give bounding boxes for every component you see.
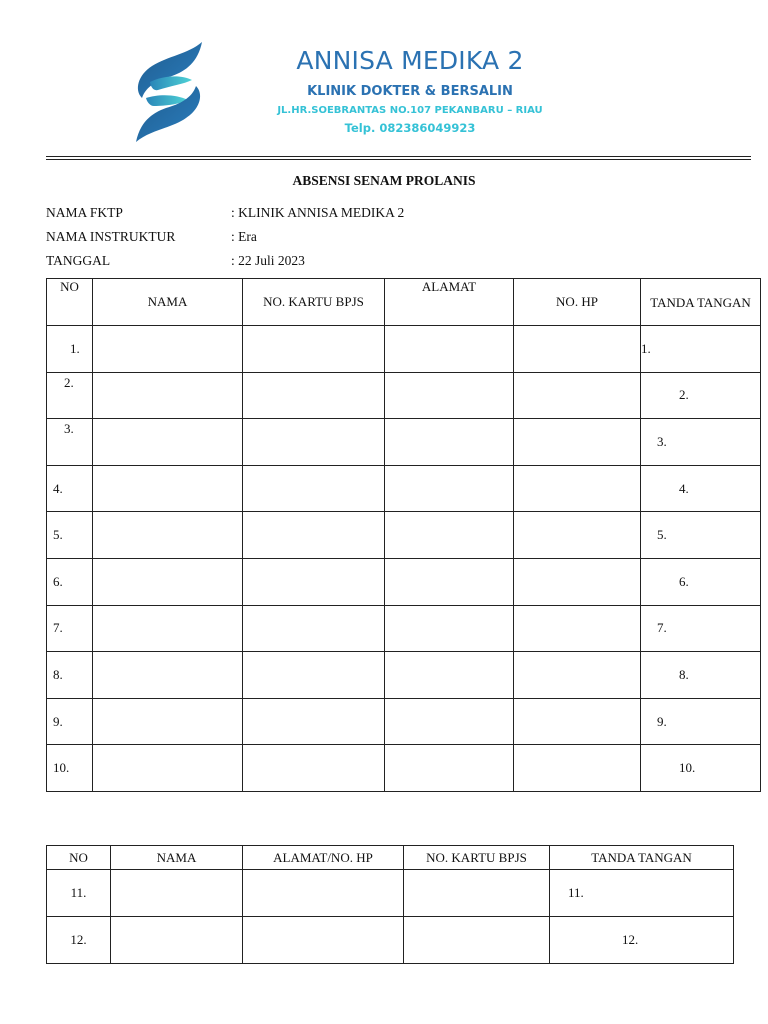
row-number-label: 11. [70, 885, 87, 900]
row-number [47, 870, 111, 917]
cell-alamat-hp[interactable] [243, 917, 404, 964]
cell-alamat[interactable] [385, 419, 514, 466]
cell-alamat-hp[interactable] [243, 870, 404, 917]
cell-tanda-tangan[interactable] [641, 372, 761, 419]
cell-no-hp[interactable] [514, 605, 641, 652]
table-row [47, 465, 761, 512]
signature-number-label: 9. [657, 713, 667, 729]
cell-tanda-tangan[interactable] [641, 698, 761, 745]
cell-alamat[interactable] [385, 652, 514, 699]
cell-alamat[interactable] [385, 512, 514, 559]
cell-alamat[interactable] [385, 698, 514, 745]
table-row [47, 698, 761, 745]
col-header-nama: NAMA [93, 279, 243, 326]
cell-nama[interactable] [93, 512, 243, 559]
row-number-label: 10. [53, 760, 70, 776]
cell-nama[interactable] [111, 917, 243, 964]
cell-nama[interactable] [93, 605, 243, 652]
table-row [47, 917, 734, 964]
cell-tanda-tangan[interactable] [641, 745, 761, 792]
clinic-address: JL.HR.SOEBRANTAS NO.107 PEKANBARU – RIAU [277, 105, 543, 116]
field-value: : 22 Juli 2023 [231, 253, 305, 268]
field-value: : KLINIK ANNISA MEDIKA 2 [231, 205, 405, 220]
cell-kartu-bpjs[interactable] [243, 698, 385, 745]
cell-tanda-tangan[interactable] [641, 605, 761, 652]
field-value: : Era [231, 229, 257, 244]
field-label: NAMA FKTP [46, 205, 123, 220]
cell-kartu-bpjs[interactable] [404, 917, 550, 964]
cell-alamat[interactable] [385, 372, 514, 419]
row-number-label: 1. [70, 340, 80, 356]
signature-number-label: 1. [641, 340, 651, 356]
table-row [47, 419, 761, 466]
col-header-no: NO [47, 279, 93, 326]
table-row [47, 326, 761, 373]
cell-no-hp[interactable] [514, 558, 641, 605]
row-number-label: 8. [53, 666, 63, 682]
cell-no-hp[interactable] [514, 745, 641, 792]
attendance-table-main [46, 278, 761, 792]
row-number [47, 605, 93, 652]
cell-kartu-bpjs[interactable] [243, 326, 385, 373]
row-number-label: 4. [53, 480, 63, 496]
cell-kartu-bpjs[interactable] [243, 512, 385, 559]
cell-no-hp[interactable] [514, 652, 641, 699]
signature-number-label: 7. [657, 620, 667, 636]
cell-tanda-tangan[interactable] [550, 870, 734, 917]
row-number-label: 2. [64, 374, 74, 390]
cell-nama[interactable] [93, 465, 243, 512]
row-number-label: 3. [64, 421, 74, 437]
cell-tanda-tangan[interactable] [641, 512, 761, 559]
cell-nama[interactable] [93, 698, 243, 745]
signature-number-label: 4. [679, 480, 689, 496]
row-number [47, 558, 93, 605]
row-number [47, 465, 93, 512]
row-number [47, 652, 93, 699]
signature-number-label: 6. [679, 573, 689, 589]
row-number [47, 372, 93, 419]
cell-tanda-tangan[interactable] [641, 326, 761, 373]
signature-number-label: 11. [568, 885, 584, 900]
field-label: TANGGAL [46, 253, 111, 268]
signature-number-label: 12. [622, 932, 639, 947]
cell-nama[interactable] [93, 558, 243, 605]
table-row [47, 605, 761, 652]
clinic-name: ANNISA MEDIKA 2 [296, 46, 524, 75]
col-header-alamat-hp: ALAMAT/NO. HP [243, 846, 404, 870]
clinic-type: KLINIK DOKTER & BERSALIN [307, 84, 513, 99]
cell-nama[interactable] [93, 419, 243, 466]
cell-no-hp[interactable] [514, 465, 641, 512]
cell-tanda-tangan[interactable] [641, 558, 761, 605]
row-number [47, 326, 93, 373]
col-header-kartu-bpjs: NO. KARTU BPJS [243, 279, 385, 326]
cell-no-hp[interactable] [514, 698, 641, 745]
cell-alamat[interactable] [385, 605, 514, 652]
cell-nama[interactable] [93, 745, 243, 792]
signature-number-label: 2. [679, 387, 689, 403]
signature-number-label: 8. [679, 666, 689, 682]
signature-number-label: 5. [657, 527, 667, 543]
header-divider-thin [46, 159, 751, 160]
cell-kartu-bpjs[interactable] [243, 465, 385, 512]
field-label: NAMA INSTRUKTUR [46, 229, 176, 244]
table-row [47, 512, 761, 559]
attendance-table-extra [46, 845, 734, 964]
col-header-no-hp: NO. HP [514, 279, 641, 326]
cell-nama[interactable] [93, 372, 243, 419]
cell-kartu-bpjs[interactable] [243, 372, 385, 419]
cell-tanda-tangan[interactable] [641, 465, 761, 512]
cell-kartu-bpjs[interactable] [404, 870, 550, 917]
cell-alamat[interactable] [385, 558, 514, 605]
col-header-tanda-tangan: TANDA TANGAN [641, 279, 761, 326]
cell-kartu-bpjs[interactable] [243, 419, 385, 466]
row-number-label: 6. [53, 573, 63, 589]
col-header-tanda-tangan: TANDA TANGAN [550, 846, 734, 870]
document-title: ABSENSI SENAM PROLANIS [292, 173, 476, 188]
row-number [47, 419, 93, 466]
table-header-row [47, 846, 734, 870]
cell-no-hp[interactable] [514, 372, 641, 419]
row-number-label: 7. [53, 620, 63, 636]
header-divider-thick [46, 156, 751, 157]
cell-alamat[interactable] [385, 745, 514, 792]
cell-no-hp[interactable] [514, 326, 641, 373]
table-row [47, 372, 761, 419]
hands-logo-icon [128, 40, 210, 144]
row-number [47, 745, 93, 792]
table-row [47, 745, 761, 792]
cell-tanda-tangan[interactable] [641, 652, 761, 699]
row-number-label: 12. [70, 932, 87, 947]
row-number [47, 917, 111, 964]
col-header-nama: NAMA [111, 846, 243, 870]
cell-kartu-bpjs[interactable] [243, 745, 385, 792]
row-number [47, 512, 93, 559]
cell-kartu-bpjs[interactable] [243, 558, 385, 605]
signature-number-label: 10. [679, 760, 696, 776]
row-number-label: 9. [53, 713, 63, 729]
clinic-phone: Telp. 082386049923 [344, 121, 476, 135]
cell-tanda-tangan[interactable] [641, 419, 761, 466]
cell-kartu-bpjs[interactable] [243, 652, 385, 699]
col-header-alamat: ALAMAT [385, 279, 514, 326]
cell-alamat[interactable] [385, 326, 514, 373]
col-header-no: NO [47, 846, 111, 870]
cell-tanda-tangan[interactable] [550, 917, 734, 964]
cell-no-hp[interactable] [514, 512, 641, 559]
signature-number-label: 3. [657, 433, 667, 449]
cell-nama[interactable] [111, 870, 243, 917]
row-number-label: 5. [53, 527, 63, 543]
table-row [47, 558, 761, 605]
cell-nama[interactable] [93, 652, 243, 699]
cell-no-hp[interactable] [514, 419, 641, 466]
col-header-kartu-bpjs: NO. KARTU BPJS [404, 846, 550, 870]
table-row [47, 652, 761, 699]
table-row [47, 870, 734, 917]
cell-nama[interactable] [93, 326, 243, 373]
cell-alamat[interactable] [385, 465, 514, 512]
cell-kartu-bpjs[interactable] [243, 605, 385, 652]
row-number [47, 698, 93, 745]
table-header-row [47, 279, 761, 326]
